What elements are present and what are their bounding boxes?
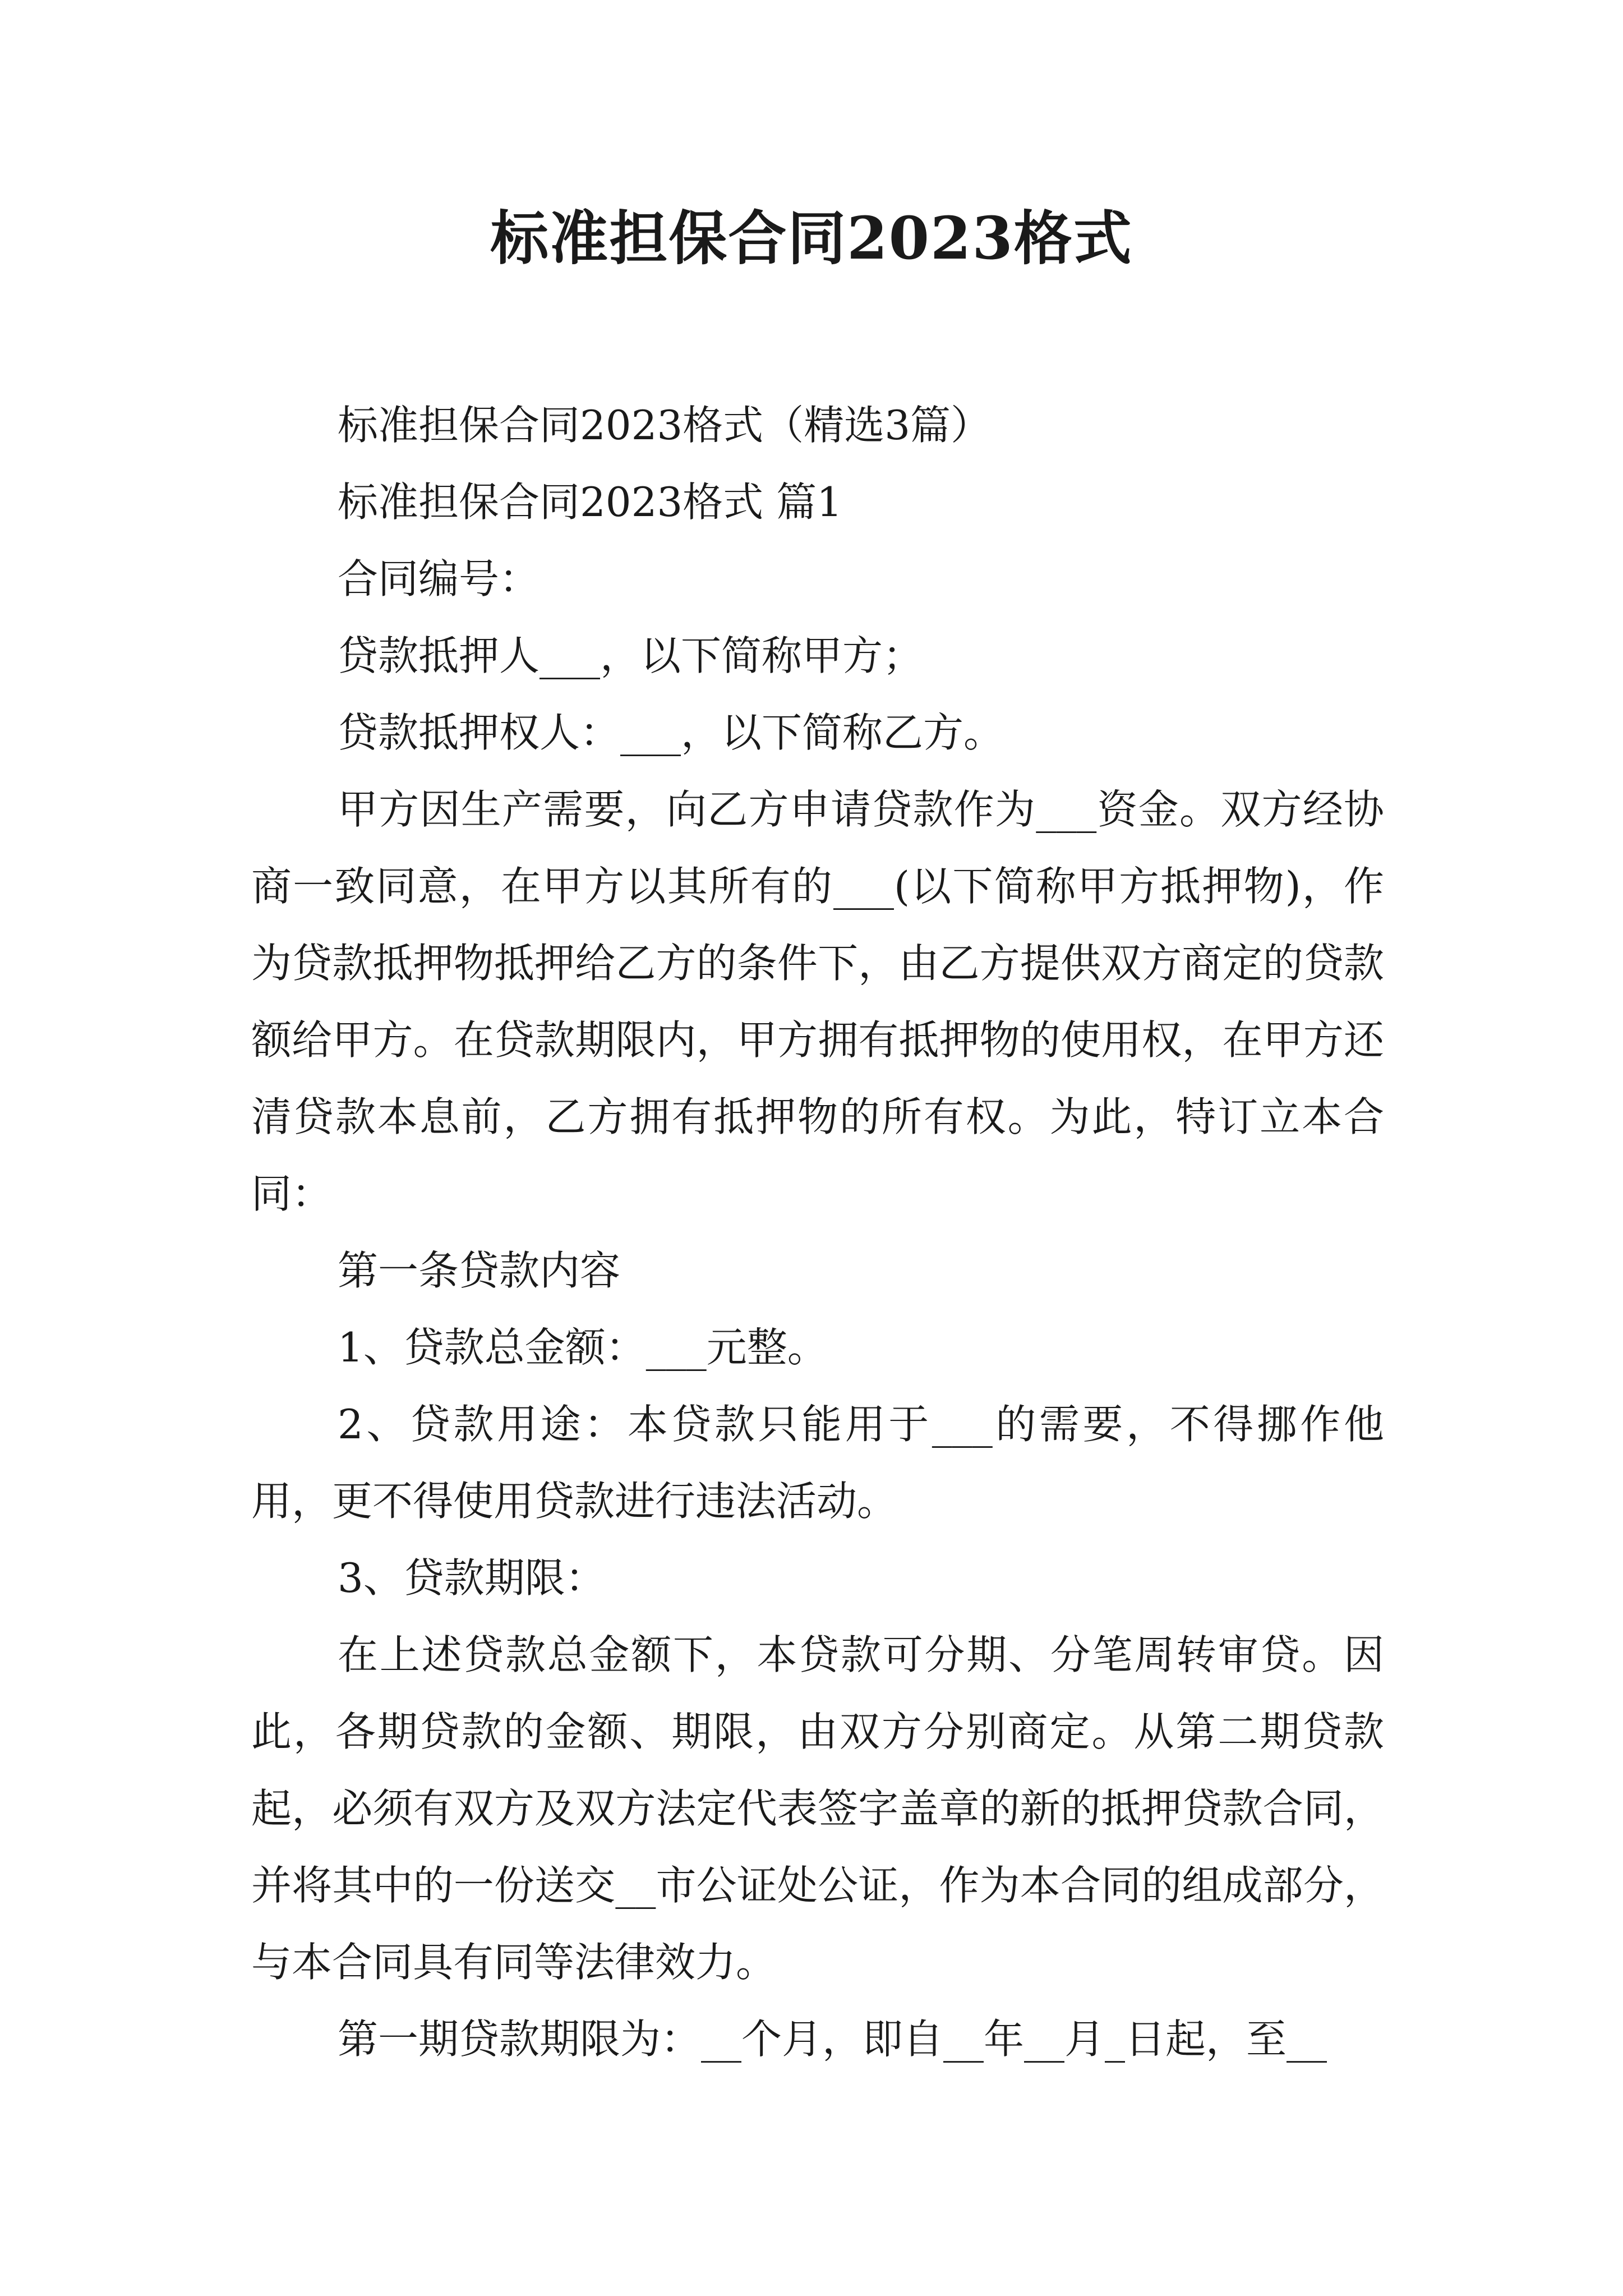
paragraph-article-1: 第一条贷款内容 — [338, 1247, 621, 1294]
paragraph-preamble: 甲方因生产需要，向乙方申请贷款作为___资金。双方经协商一致同意，在甲方以其所有的___(以下简称甲方抵押物)，作为贷款抵押物抵押给乙方的条件下，由乙方提供双方商定的贷款额给甲方。在贷款期限内，甲方拥有抵押物的使用权，在甲方还清贷款本息前，乙方拥有抵押物的所有权。为此，特订立本合同： — [251, 786, 1384, 1217]
paragraph-item-2: 2、贷款用途：本贷款只能用于___的需要，不得挪作他用，更不得使用贷款进行违法活动。 — [251, 1401, 1384, 1525]
paragraph-item-3: 3、贷款期限： — [338, 1554, 606, 1602]
document-body — [251, 387, 1384, 2078]
paragraph-section-heading: 标准担保合同2023格式 篇1 — [338, 478, 842, 526]
paragraph-first-period: 第一期贷款期限为：__个月，即自__年__月_日起，至__ — [338, 2016, 1327, 2063]
document-title: 标准担保合同2023格式 — [490, 204, 1133, 273]
paragraph-party-a: 贷款抵押人___，以下简称甲方； — [338, 632, 924, 679]
paragraph-party-b: 贷款抵押权人：___，以下简称乙方。 — [338, 709, 1004, 756]
paragraph-subtitle: 标准担保合同2023格式（精选3篇） — [338, 402, 992, 449]
paragraph-loan-terms: 在上述贷款总金额下，本贷款可分期、分笔周转审贷。因此，各期贷款的金额、期限，由双方分别商定。从第二期贷款起，必须有双方及双方法定代表签字盖章的新的抵押贷款合同，并将其中的一份送交__市公证处公证，作为本合同的组成部分，与本合同具有同等法律效力。 — [251, 1631, 1384, 1986]
paragraph-item-1: 1、贷款总金额：___元整。 — [338, 1324, 828, 1371]
paragraph-contract-number: 合同编号： — [338, 555, 540, 602]
